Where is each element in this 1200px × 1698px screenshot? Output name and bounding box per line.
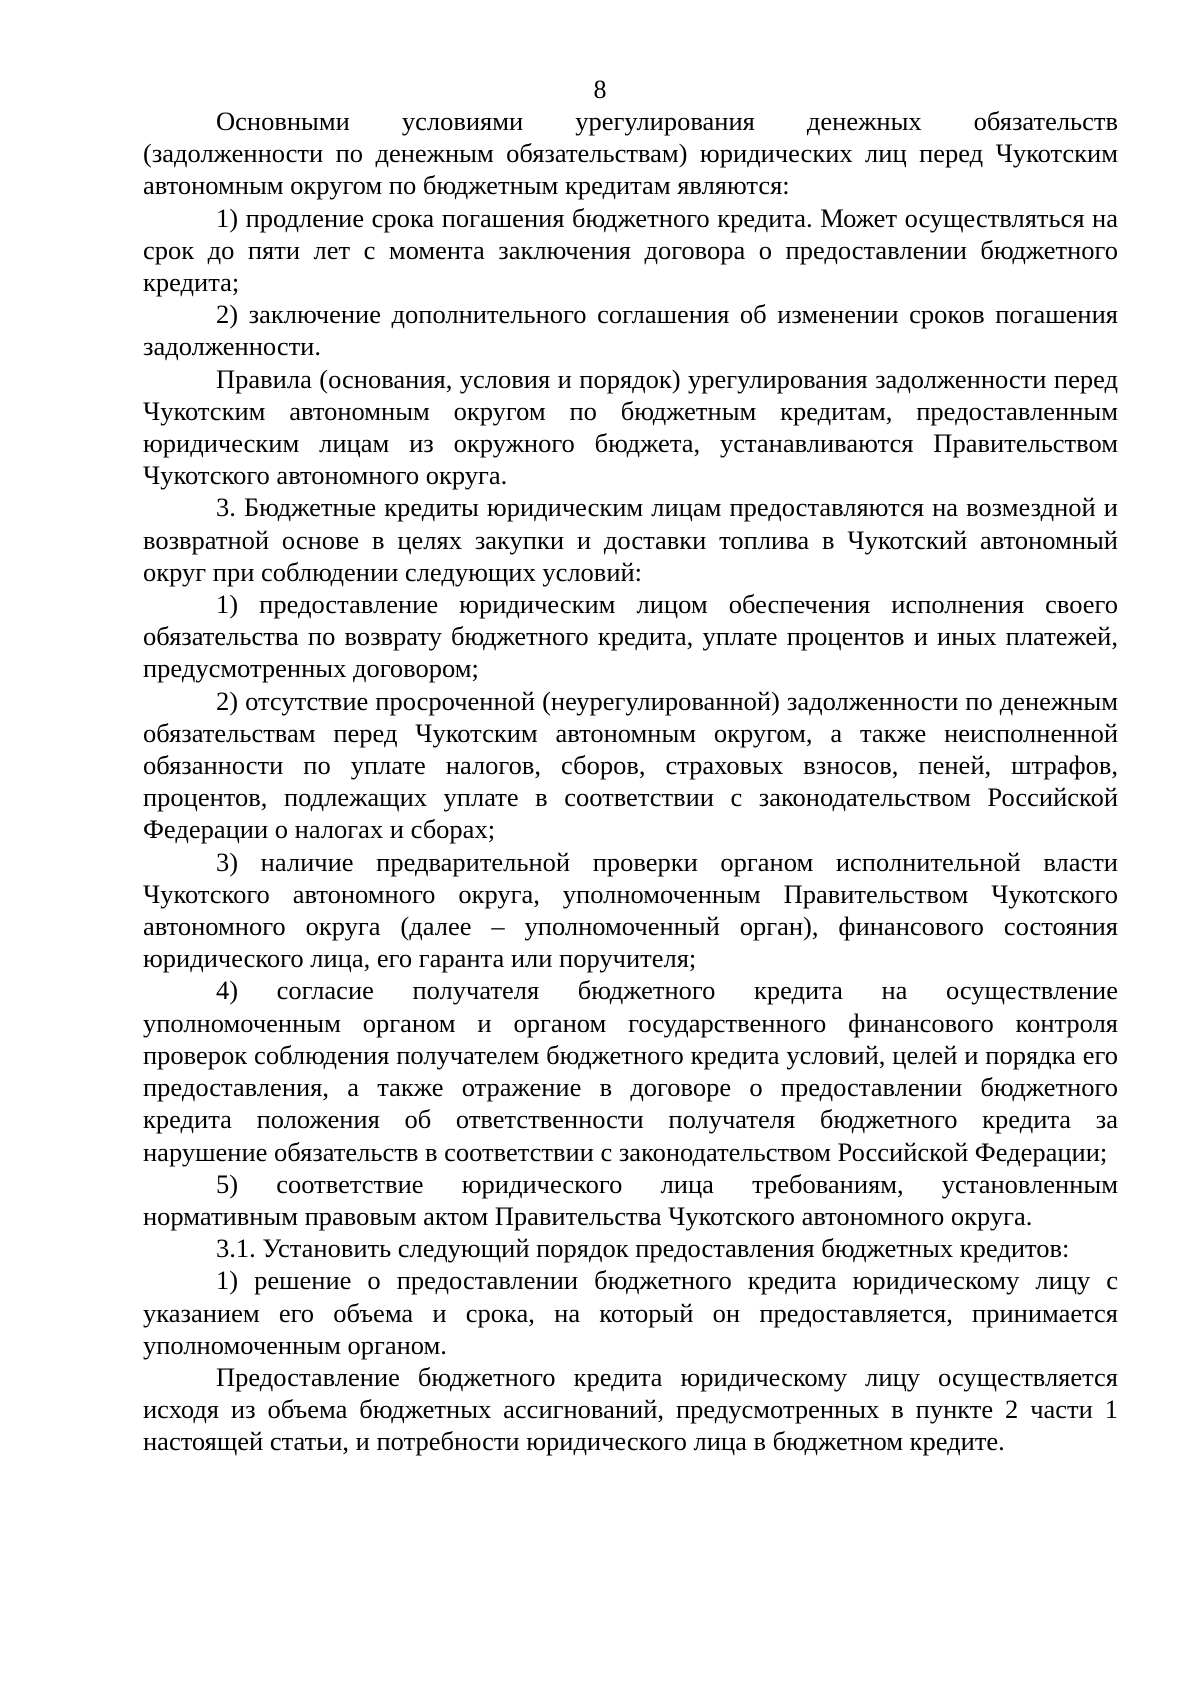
paragraph-additional-agreement: 2) заключение дополнительного соглашения об изменении сроков погашения задолженности.: [143, 299, 1118, 362]
paragraph-settlement-conditions: Основными условиями урегулирования денежных обязательств (задолженности по денежным обязательствам) юридических лиц перед Чукотским автономным округом по бюджетным кредитам являются:: [143, 106, 1118, 201]
document-body: [143, 105, 1118, 1458]
paragraph-settlement-rules: Правила (основания, условия и порядок) урегулирования задолженности перед Чукотским автономным округом по бюджетным кредитам, предоставленным юридическим лицам из окружного бюджета, устанавливаются Правительством Чукотского автономного округа.: [143, 363, 1118, 491]
paragraph-procedure-1: 1) решение о предоставлении бюджетного кредита юридическому лицу с указанием его объема и срока, на который он предоставляется, принимается уполномоченным органом.: [143, 1265, 1118, 1360]
paragraph-condition-3: 3) наличие предварительной проверки органом исполнительной власти Чукотского автономного округа, уполномоченным Правительством Чукотского автономного округа (далее – уполномоченный орган), финансового состояния юридического лица, его гаранта или поручителя;: [143, 846, 1118, 974]
paragraph-item-3-1: 3.1. Установить следующий порядок предоставления бюджетных кредитов:: [216, 1233, 1070, 1264]
paragraph-credit-provision: Предоставление бюджетного кредита юридическому лицу осуществляется исходя из объема бюджетных ассигнований, предусмотренных в пункте 2 части 1 настоящей статьи, и потребности юридического лица в бюджетном кредите.: [143, 1361, 1118, 1457]
paragraph-term-extension: 1) продление срока погашения бюджетного кредита. Может осуществляться на срок до пяти лет с момента заключения договора о предоставлении бюджетного кредита;: [143, 202, 1118, 298]
paragraph-condition-5: 5) соответствие юридического лица требованиям, установленным нормативным правовым актом Правительства Чукотского автономного округа.: [143, 1168, 1118, 1231]
paragraph-item-3: 3. Бюджетные кредиты юридическим лицам предоставляются на возмездной и возвратной основе в целях закупки и доставки топлива в Чукотский автономный округ при соблюдении следующих условий:: [143, 492, 1118, 587]
paragraph-condition-1: 1) предоставление юридическим лицом обеспечения исполнения своего обязательства по возврату бюджетного кредита, уплате процентов и иных платежей, предусмотренных договором;: [143, 589, 1118, 684]
paragraph-condition-4: 4) согласие получателя бюджетного кредита на осуществление уполномоченным органом и органом государственного финансового контроля проверок соблюдения получателем бюджетного кредита условий, целей и порядка его предоставления, а также отражение в договоре о предоставлении бюджетного кредита положения об ответственности получателя бюджетного кредита за нарушение обязательств в соответствии с законодательством Российской Федерации;: [143, 975, 1118, 1167]
page-number: 8: [593, 75, 607, 104]
paragraph-condition-2: 2) отсутствие просроченной (неурегулированной) задолженности по денежным обязательствам перед Чукотским автономным округом, а также неисполненной обязанности по уплате налогов, сборов, страховых взносов, пеней, штрафов, процентов, подлежащих уплате в соответствии с законодательством Российской Федерации о налогах и сборах;: [143, 685, 1118, 845]
